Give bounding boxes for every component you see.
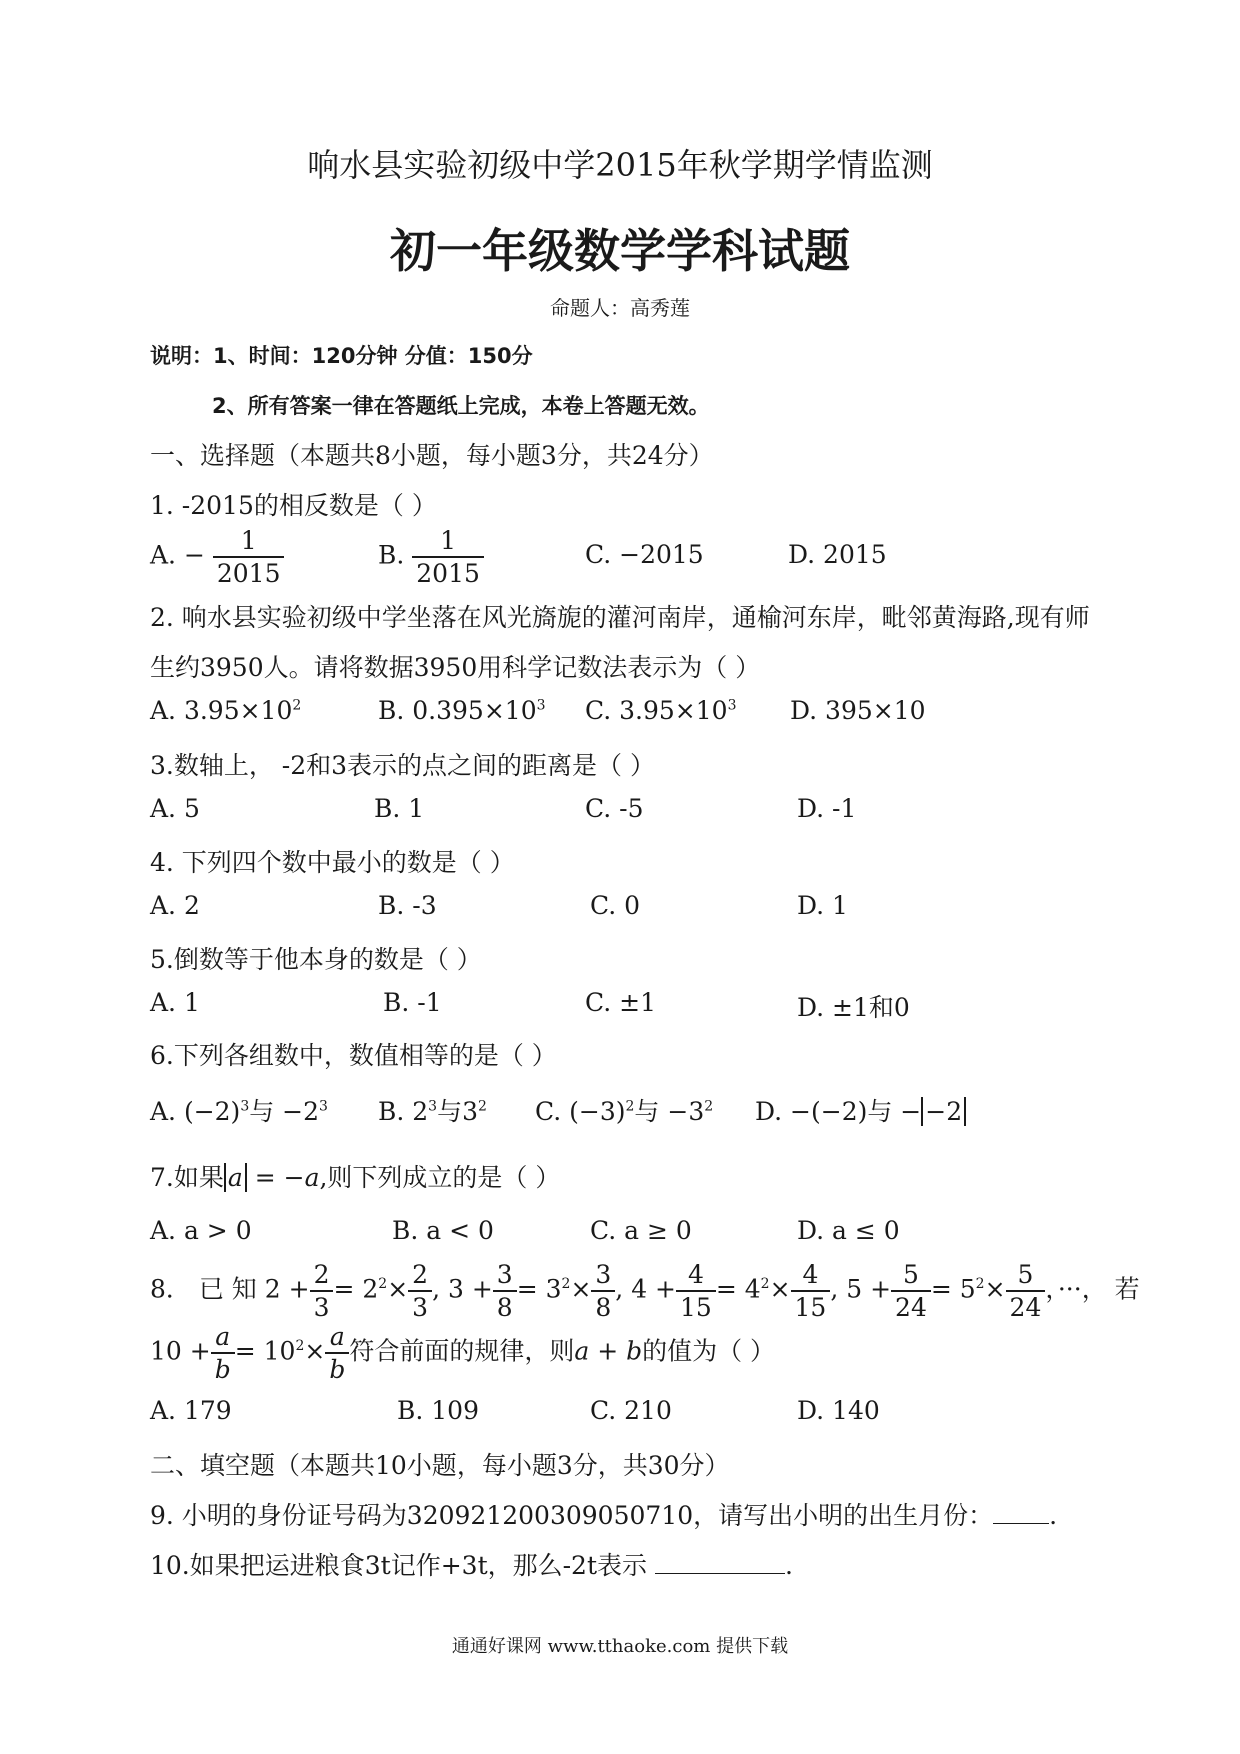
q2-option-c: [585, 696, 736, 725]
q8-l2-sum: a + b: [574, 1336, 643, 1366]
q2-option-b: [378, 696, 546, 725]
q3-option-a: A. 5: [150, 794, 200, 823]
q5-stem: 5.倒数等于他本身的数是（ ）: [150, 945, 482, 974]
q10-stem: 10.如果把运进粮食3t记作+3t，那么-2t表示: [150, 1551, 655, 1580]
q3-option-d: D. -1: [797, 794, 857, 823]
q8-t4-den2: 24: [1006, 1290, 1046, 1320]
q8-t3-mid: = 4: [715, 1274, 761, 1304]
q6-b-part1: B. 2: [378, 1097, 429, 1126]
q6-a-exp1: 3: [240, 1098, 250, 1115]
q8-option-a: A. 179: [150, 1396, 232, 1425]
page-title: 初一年级数学学科试题: [390, 224, 850, 278]
q8-t4-times: ×: [984, 1274, 1006, 1304]
q4-option-b: B. -3: [378, 891, 437, 920]
section1-heading: 一、选择题（本题共8小题，每小题3分，共24分）: [150, 441, 714, 470]
q8-t1-den: 3: [310, 1290, 334, 1320]
q8-t3-den2: 15: [791, 1290, 831, 1320]
q8-line-2: [150, 1324, 775, 1382]
q8-l2-den: b: [211, 1352, 235, 1382]
q8-t1-num: 2: [313, 1260, 330, 1289]
q5-option-d: D. ±1和0: [797, 993, 910, 1022]
q8-lead: 8． 已 知: [150, 1274, 257, 1304]
q8-t4-mid: = 5: [930, 1274, 976, 1304]
q1-a-fraction: [213, 528, 285, 586]
note-line-2: 2、所有答案一律在答题纸上完成，本卷上答题无效。: [212, 394, 710, 418]
q8-t2-times: ×: [570, 1274, 592, 1304]
q1-option-d: D. 2015: [788, 540, 887, 569]
q8-t2-den2: 8: [591, 1290, 615, 1320]
author-line: 命题人：高秀莲: [550, 296, 690, 320]
q3-option-b: B. 1: [374, 794, 425, 823]
q8-t3-frac: [676, 1262, 716, 1320]
q8-t1-times: ×: [387, 1274, 409, 1304]
q7-stem-pre: 7.如果: [150, 1163, 224, 1192]
q9-stem: 9. 小明的身份证号码为320921200309050710，请写出小明的出生月份：: [150, 1501, 994, 1530]
q8-t2-num: 3: [496, 1260, 513, 1289]
q8-t1-frac2: [408, 1262, 432, 1320]
q6-option-d: [755, 1092, 966, 1128]
q8-l2-times: ×: [304, 1336, 326, 1366]
q2-option-d: D. 395×10: [790, 696, 926, 725]
q6-b-part2: 与3: [437, 1097, 478, 1126]
q6-b-exp1: 3: [428, 1098, 438, 1115]
q7-abs-a: [224, 1163, 247, 1192]
q8-t2-den: 8: [493, 1290, 517, 1320]
q8-t2-frac2: [591, 1262, 615, 1320]
q1-b-num: 1: [440, 526, 457, 555]
q8-t2-a: 3 +: [447, 1274, 493, 1304]
q6-b-exp2: 2: [478, 1098, 487, 1115]
q7-option-c: C. a ≥ 0: [590, 1216, 692, 1245]
q8-t3-frac2: [791, 1262, 831, 1320]
q8-t4-exp: 2: [975, 1276, 985, 1293]
q8-l2-mid: = 10: [234, 1336, 296, 1366]
q8-l2-end: 的值为（ ）: [642, 1336, 776, 1366]
q4-option-c: C. 0: [590, 891, 641, 920]
q8-tail: ，···， 若: [1045, 1274, 1140, 1304]
section2-heading: 二、填空题（本题共10小题，每小题3分，共30分）: [150, 1451, 730, 1480]
q5-option-b: B. -1: [383, 988, 442, 1017]
q8-t1-mid: = 2: [333, 1274, 379, 1304]
q7-option-a: A. a > 0: [150, 1216, 252, 1245]
q4-stem: 4. 下列四个数中最小的数是（ ）: [150, 848, 515, 877]
q2-b-exp: 3: [536, 697, 546, 714]
q8-t1-num2: 2: [412, 1260, 429, 1289]
q8-option-b: B. 109: [397, 1396, 479, 1425]
q6-d-abs: −2: [921, 1097, 966, 1126]
q6-c-part1: C. (−3): [535, 1097, 626, 1126]
q1-option-c: C. −2015: [585, 540, 704, 569]
q8-t4-frac2: [1006, 1262, 1046, 1320]
q3-option-c: C. -5: [585, 794, 644, 823]
q9-line: [150, 1496, 1057, 1532]
q8-t4-frac: [891, 1262, 931, 1320]
q5-option-a: A. 1: [150, 988, 200, 1017]
q1-option-b: [378, 528, 484, 586]
q2-line-2: 生约3950人。请将数据3950用科学记数法表示为（ ）: [150, 653, 761, 682]
q8-t2-frac: [493, 1262, 517, 1320]
q1-b-label: B.: [378, 540, 405, 570]
q9-answer-blank[interactable]: [993, 1523, 1049, 1524]
q8-t3-num: 4: [687, 1260, 704, 1289]
q2-option-a: [150, 696, 301, 725]
school-line: 响水县实验初级中学2015年秋学期学情监测: [307, 146, 933, 184]
q10-line: [150, 1546, 793, 1582]
q7-stem: [150, 1158, 560, 1194]
q6-d-part1: D. −(−2)与 −: [755, 1097, 922, 1126]
q8-t4-num: 5: [903, 1260, 919, 1289]
q8-t1-den2: 3: [408, 1290, 432, 1320]
q8-l2-den2: b: [325, 1352, 349, 1382]
q7-eq: = −: [246, 1163, 305, 1192]
q1-a-num: 1: [240, 526, 257, 555]
q8-option-c: C. 210: [590, 1396, 672, 1425]
q7-option-d: D. a ≤ 0: [797, 1216, 900, 1245]
q8-t3-exp: 2: [760, 1276, 770, 1293]
q8-l2-post: 符合前面的规律，则: [349, 1336, 575, 1366]
q8-t3-a: 4 +: [631, 1274, 677, 1304]
q6-c-part2: 与 −3: [634, 1097, 705, 1126]
q6-a-part1: A. (−2): [150, 1097, 241, 1126]
q2-a-text: A. 3.95×10: [150, 696, 293, 725]
q8-t4-den: 24: [891, 1290, 931, 1320]
q5-option-c: C. ±1: [585, 988, 656, 1017]
q4-option-a: A. 2: [150, 891, 200, 920]
q7-stem-post: ,则下列成立的是（ ）: [319, 1163, 561, 1192]
q8-l2-exp: 2: [295, 1338, 305, 1355]
q4-option-d: D. 1: [797, 891, 848, 920]
q8-l2-num2: a: [329, 1322, 345, 1351]
q1-stem: 1. -2015的相反数是（ ）: [150, 491, 437, 520]
q8-t1-frac: [310, 1262, 334, 1320]
q1-option-a: [150, 528, 284, 586]
q10-end: .: [784, 1551, 793, 1580]
q8-l2-frac2: [325, 1324, 349, 1382]
q8-l2-frac: [211, 1324, 235, 1382]
q8-t2-mid: = 3: [516, 1274, 562, 1304]
q6-c-exp1: 2: [625, 1098, 635, 1115]
q8-t2-num2: 3: [595, 1260, 612, 1289]
q1-b-fraction: [412, 528, 484, 586]
q7-option-b: B. a < 0: [392, 1216, 494, 1245]
q2-c-exp: 3: [727, 697, 737, 714]
q2-b-text: B. 0.395×10: [378, 696, 537, 725]
q6-stem: 6.下列各组数中，数值相等的是（ ）: [150, 1041, 557, 1070]
q7-var-a2: a: [304, 1163, 320, 1192]
q6-a-part2: 与 −2: [249, 1097, 320, 1126]
q9-end: .: [1049, 1501, 1058, 1530]
q8-option-d: D. 140: [797, 1396, 880, 1425]
q10-answer-blank[interactable]: [655, 1573, 785, 1574]
q8-t1-a: 2 +: [264, 1274, 310, 1304]
q2-line-1: 2. 响水县实验初级中学坐落在风光旖旎的灌河南岸，通榆河东岸，毗邻黄海路,现有师: [150, 603, 1090, 632]
q8-t4-num2: 5: [1017, 1260, 1034, 1289]
footer-text: 通通好课网 www.tthaoke.com 提供下载: [451, 1636, 789, 1657]
q8-t1-exp: 2: [378, 1276, 388, 1293]
q6-option-c: [535, 1092, 713, 1128]
q8-t3-times: ×: [769, 1274, 791, 1304]
q6-option-a: [150, 1092, 328, 1128]
q1-b-den: 2015: [412, 556, 484, 586]
q8-t3-num2: 4: [802, 1260, 819, 1289]
q8-t4-a: 5 +: [846, 1274, 892, 1304]
q8-l2-a: 10 +: [150, 1336, 211, 1366]
q8-line-1: 8． 已 知 2 + $\frac{2}{3}$ = $2^2\times$ $\frac{2}{3}$ , 3 + $\frac{3}{8}$ = $3^2\times$ $\frac{3}{8}$ , 4 + $\frac{4}{15}$ = $4^2\times$ $\frac{4}{15}$ , 5 + $\frac{5}{24}$ = $5^2\times$ $\frac{5}{24}$ ，···， 若: [150, 1260, 1140, 1322]
q6-c-exp2: 2: [704, 1098, 714, 1115]
q2-a-exp: 2: [292, 697, 302, 714]
q8-l2-num: a: [215, 1322, 231, 1351]
note-line-1: 说明：1、时间：120分钟 分值：150分: [150, 344, 533, 368]
q8-t2-exp: 2: [561, 1276, 571, 1293]
q1-a-label: A. −: [150, 540, 205, 570]
q3-stem: 3.数轴上， -2和3表示的点之间的距离是（ ）: [150, 751, 656, 780]
q6-a-exp2: 3: [319, 1098, 328, 1115]
q8-t3-den: 15: [676, 1290, 716, 1320]
q6-option-b: [378, 1092, 487, 1128]
q1-a-den: 2015: [213, 556, 285, 586]
q2-c-text: C. 3.95×10: [585, 696, 728, 725]
q7-var-a: a: [227, 1163, 243, 1192]
